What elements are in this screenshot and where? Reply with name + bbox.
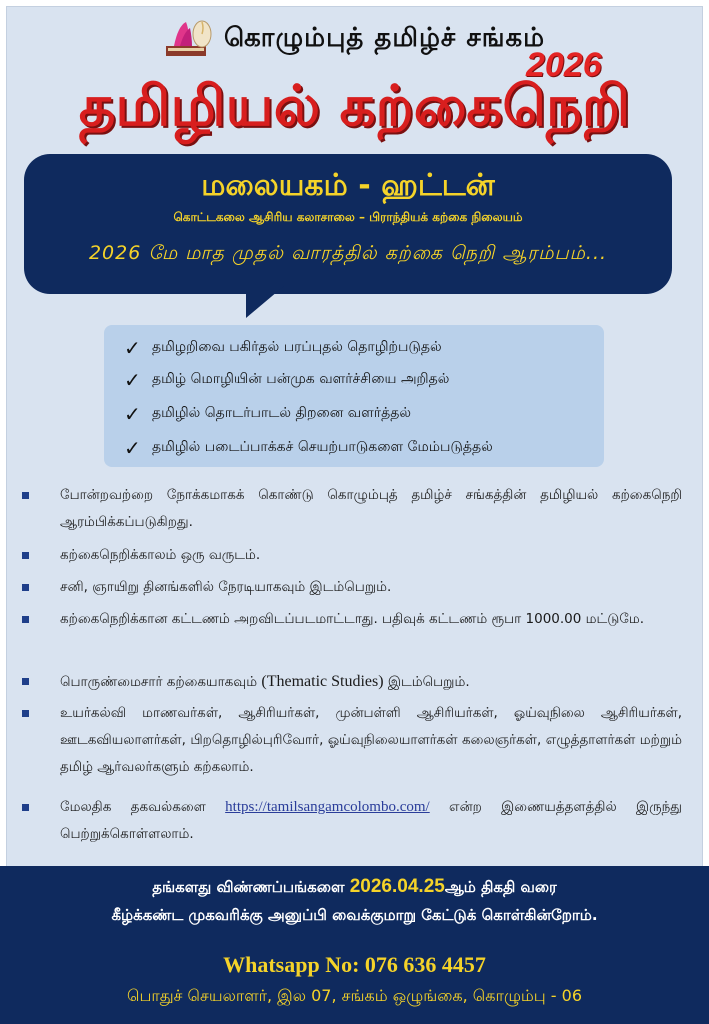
footer-line1-pre: தங்களது விண்ணப்பங்களை xyxy=(152,878,345,896)
info-bullet xyxy=(22,700,682,781)
check-mark-icon: ✓ xyxy=(124,436,141,460)
objective-text: தமிழில் தொடர்பாடல் திறனை வளர்த்தல் xyxy=(152,405,411,421)
course-title: தமிழியல் கற்கைநெறி xyxy=(78,74,631,139)
banner-tail xyxy=(246,286,284,318)
bullet-text-pre: பொருண்மைசார் கற்கையாகவும் xyxy=(60,674,258,690)
square-bullet-icon xyxy=(22,678,29,685)
square-bullet-icon xyxy=(22,552,29,559)
square-bullet-icon xyxy=(22,584,29,591)
banner-location: மலையகம் - ஹட்டன் xyxy=(201,168,495,203)
postal-address: பொதுச் செயலாளர், இல 07, சங்கம் ஒழுங்கை, கொழும்பு - 06 xyxy=(127,986,582,1005)
deadline-date: 2026.04.25 xyxy=(349,876,445,897)
bullet-text: உயர்கல்வி மாணவர்கள், ஆசிரியர்கள், முன்பள்ளி ஆசிரியர்கள், ஓய்வுநிலை ஆசிரியர்கள், ஊடகவியலாளர்கள், பிறதொழில்புரிவோர், ஓய்வுநிலையாளர்கள் கலைஞர்கள், எழுத்தாளர்கள் மற்றும் தமிழ் ஆர்வலர்களும் கற்கலாம். xyxy=(60,705,682,775)
objective-item xyxy=(124,434,493,462)
square-bullet-icon xyxy=(22,616,29,623)
objective-text: தமிழ் மொழியின் பன்முக வளர்ச்சியை அறிதல் xyxy=(152,371,450,387)
square-bullet-icon xyxy=(22,804,29,811)
square-bullet-icon xyxy=(22,492,29,499)
bullet-text-post: இடம்பெறும். xyxy=(387,674,470,690)
bullet-text: கற்கைநெறிக்கான கட்டணம் அறவிடப்படமாட்டாது. பதிவுக் கட்டணம் ரூபா 1000.00 மட்டுமே. xyxy=(60,611,645,627)
bullet-text: கற்கைநெறிக்காலம் ஒரு வருடம். xyxy=(60,547,261,563)
website-link[interactable]: https://tamilsangamcolombo.com/ xyxy=(225,799,430,815)
objective-text: தமிழறிவை பகிர்தல் பரப்புதல் தொழிற்படுதல் xyxy=(152,339,442,355)
check-mark-icon: ✓ xyxy=(124,402,141,426)
footer-request-line: கீழ்க்கண்ட முகவரிக்கு அனுப்பி வைக்குமாறு கேட்டுக் கொள்கின்றோம். xyxy=(111,906,598,924)
footer-deadline-line xyxy=(0,876,709,898)
organization-header xyxy=(0,14,709,64)
bullet-text xyxy=(60,668,682,696)
year-tag: 2026 xyxy=(526,46,602,84)
bullet-text: போன்றவற்றை நோக்கமாகக் கொண்டு கொழும்புத் தமிழ்ச் சங்கத்தின் தமிழியல் கற்கைநெறி ஆரம்பிக்கப்படுகிறது. xyxy=(60,487,682,530)
whatsapp-number: Whatsapp No: 076 636 4457 xyxy=(223,952,486,977)
info-bullet xyxy=(22,482,682,536)
banner-start-note: 2026 மே மாத முதல் வாரத்தில் கற்கை நெறி ஆரம்பம்... xyxy=(88,242,608,264)
bullet-text-post: என்ற இணையத்தளத்தில் இருந்து பெற்றுக்கொள்ளலாம். xyxy=(60,799,682,842)
objective-text: தமிழில் படைப்பாக்கச் செயற்பாடுகளை மேம்படுத்தல் xyxy=(152,439,493,455)
info-bullet xyxy=(22,668,682,696)
info-bullet xyxy=(22,574,682,601)
bullet-text: சனி, ஞாயிறு தினங்களில் நேரடியாகவும் இடம்பெறும். xyxy=(60,579,392,595)
lamp-and-book-icon xyxy=(164,16,216,62)
objective-item xyxy=(124,334,442,362)
info-bullet xyxy=(22,606,682,633)
square-bullet-icon xyxy=(22,710,29,717)
check-mark-icon: ✓ xyxy=(124,336,141,360)
bullet-text-pre: மேலதிக தகவல்களை xyxy=(60,799,206,815)
info-bullet xyxy=(22,542,682,569)
objective-item xyxy=(124,400,411,428)
info-bullet xyxy=(22,794,682,848)
bullet-text xyxy=(60,794,682,848)
bullet-text-english: (Thematic Studies) xyxy=(261,673,384,690)
banner-institution: கொட்டகலை ஆசிரிய கலாசாலை – பிராந்தியக் கற்கை நிலையம் xyxy=(173,210,523,224)
footer-line1-post: ஆம் திகதி வரை xyxy=(444,878,557,896)
organization-name: கொழும்புத் தமிழ்ச் சங்கம் xyxy=(223,22,546,53)
objective-item xyxy=(124,366,449,394)
check-mark-icon: ✓ xyxy=(124,368,141,392)
